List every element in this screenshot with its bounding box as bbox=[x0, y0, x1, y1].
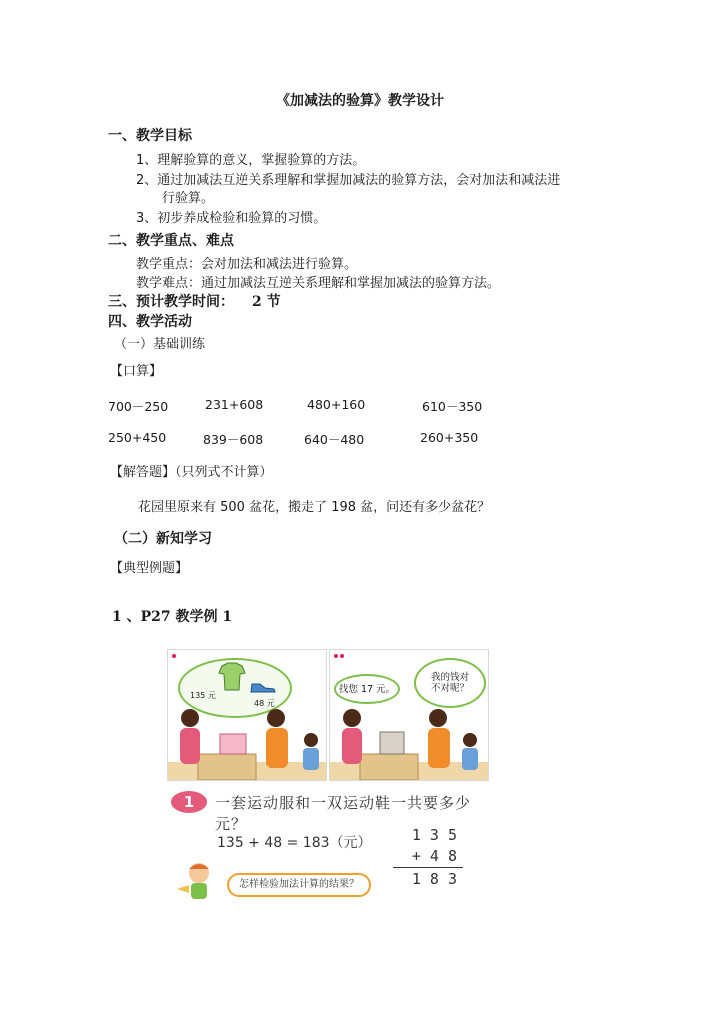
teaching-time: 2 节 bbox=[252, 294, 281, 310]
textbook-illustration bbox=[167, 637, 497, 907]
key-point: 教学重点：会对加法和减法进行验算。 bbox=[136, 257, 358, 272]
goal-item-3: 3、初步养成检验和验算的习惯。 bbox=[136, 211, 327, 226]
calc-item: 700－250 bbox=[108, 399, 169, 414]
calc-item: 231+608 bbox=[205, 397, 264, 412]
vertical-row: 1 8 3 bbox=[411, 870, 457, 888]
vertical-divider bbox=[393, 867, 463, 868]
problem-question: 一套运动服和一双运动鞋一共要多少元？ bbox=[215, 794, 472, 833]
problem-number: 1 bbox=[171, 791, 207, 813]
shop-scene bbox=[330, 706, 488, 780]
speech-bubble-left: 找您 17 元。 bbox=[334, 674, 400, 704]
speech-bubble-right: 我的钱对不对呢？ bbox=[414, 658, 486, 708]
calc-item: 640－480 bbox=[304, 432, 365, 447]
goal-item-2: 2、通过加减法互逆关系理解和掌握加减法的验算方法，会对加法和减法进 bbox=[136, 173, 561, 188]
goal-item-1: 1、理解验算的意义，掌握验算的方法。 bbox=[136, 153, 366, 168]
section1-heading: 一、教学目标 bbox=[108, 128, 192, 144]
shop-panel-right bbox=[329, 649, 489, 781]
section4-heading: 四、教学活动 bbox=[108, 314, 192, 330]
sportswear-icon bbox=[218, 662, 246, 692]
shop-scene bbox=[168, 706, 326, 780]
example-label: 【典型例题】 bbox=[110, 561, 189, 576]
part2-label: （二）新知学习 bbox=[114, 531, 212, 547]
hint-bubble: 怎样检验加法计算的结果？ bbox=[227, 873, 371, 897]
solve-label: 【解答题】（只列式不计算） bbox=[110, 465, 273, 480]
section3-heading: 三、预计教学时间： bbox=[108, 294, 234, 310]
marker-dot bbox=[172, 654, 176, 658]
page-title: 《加减法的验算》教学设计 bbox=[276, 93, 444, 109]
cartoon-kid-icon bbox=[177, 859, 221, 905]
oral-calc-label: 【口算】 bbox=[110, 364, 163, 379]
section2-heading: 二、教学重点、难点 bbox=[108, 233, 234, 249]
word-problem: 花园里原来有 500 盆花，搬走了 198 盆，问还有多少盆花？ bbox=[138, 500, 491, 515]
marker-dot bbox=[334, 654, 338, 658]
calc-item: 610－350 bbox=[422, 399, 483, 414]
problem-banner bbox=[167, 787, 497, 833]
price-clothes: 135 元 bbox=[190, 691, 216, 700]
goal-item-2-cont: 行验算。 bbox=[162, 191, 215, 206]
price-shoes: 48 元 bbox=[254, 699, 275, 708]
part1-label: （一）基础训练 bbox=[114, 337, 206, 352]
shop-panel-left bbox=[167, 649, 327, 781]
vertical-calculation bbox=[397, 825, 457, 890]
calc-item: 839－608 bbox=[203, 432, 264, 447]
shoes-icon bbox=[250, 680, 276, 694]
difficult-point: 教学难点：通过加减法互逆关系理解和掌握加减法的验算方法。 bbox=[136, 276, 501, 291]
calc-item: 250+450 bbox=[108, 430, 167, 445]
example-title: 1 、P27 教学例 1 bbox=[112, 609, 233, 625]
calc-item: 480+160 bbox=[307, 397, 366, 412]
calc-item: 260+350 bbox=[420, 430, 479, 445]
horizontal-equation: 135 + 48 = 183（元） bbox=[217, 835, 372, 851]
marker-dot bbox=[340, 654, 344, 658]
vertical-row: 1 3 5 bbox=[411, 826, 457, 844]
vertical-row: + 4 8 bbox=[411, 847, 457, 865]
